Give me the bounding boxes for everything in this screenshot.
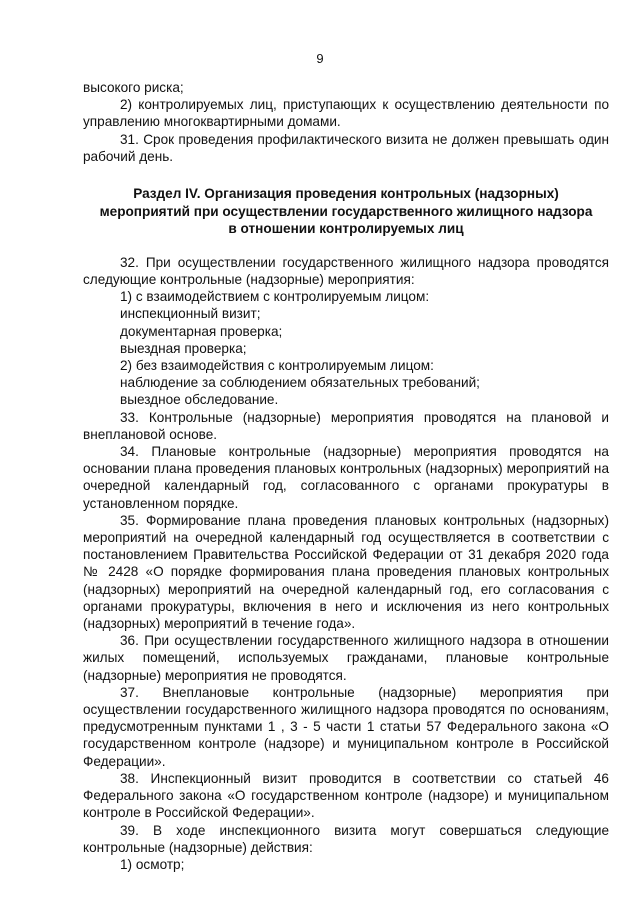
paragraph-risk-end: высокого риска; [83,80,184,95]
list-item: 2) без взаимодействия с контролируемым лицом: [120,358,434,374]
paragraph-38: 38. Инспекционный визит проводится в соответствии со статьей 46 Федерального закона «О государственном контроле (надзоре) и муниципальном контроле в Российской Федерации». [83,770,609,821]
paragraph-37: 37. Внеплановые контрольные (надзорные) мероприятия при осуществлении государственного жилищного надзора проводятся по основаниям, предусмотренным пунктами 1 , 3 - 5 части 1 статьи 57 Федерального закона «О государственном контроле (надзоре) и муниципальном контроле в Российской Федерации». [83,684,609,769]
paragraph-33: 33. Контрольные (надзорные) мероприятия проводятся на плановой и внеплановой основе. [83,409,609,442]
paragraph-36: 36. При осуществлении государственного жилищного надзора в отношении жилых помещений, используемых гражданами, плановые контрольные (надзорные) мероприятия не проводятся. [83,633,609,683]
list-item: наблюдение за соблюдением обязательных требований; [120,375,480,391]
list-item: инспекционный визит; [120,306,261,322]
list-item: 1) с взаимодействием с контролируемым лицом: [120,289,430,305]
list-item: выездная проверка; [120,340,247,356]
paragraph-item-2: 2) контролируемых лиц, приступающих к осуществлению деятельности по управлению многоквартирными домами. [83,97,609,130]
list-item: документарная проверка; [120,323,283,339]
page-number: 9 [316,51,324,66]
section-heading-line: мероприятий при осуществлении государственного жилищного надзора [99,203,593,219]
paragraph-35: 35. Формирование плана проведения плановых контрольных (надзорных) мероприятий на очередной календарный год осуществляется в соответствии с постановлением Правительства Российской Федерации от 31 декабря 2020 года № 2428 «О порядке формирования плана проведения плановых контрольных (надзорных) мероприятий на очередной календарный год, его согласования с органами прокуратуры, включения в него и исключения из него контрольных (надзорных) мероприятий в течение года». [83,512,609,632]
section-heading [83,185,609,238]
paragraph-31: 31. Срок проведения профилактического визита не должен превышать один рабочий день. [83,131,609,164]
paragraph-34: 34. Плановые контрольные (надзорные) мероприятия проводятся на основании плана проведения плановых контрольных (надзорных) мероприятий на очередной календарный год, согласованного с органами прокуратуры в установленном порядке. [83,444,609,511]
document-body [83,79,609,873]
section-heading-line: Раздел IV. Организация проведения контрольных (надзорных) [133,186,559,202]
list-item: выездное обследование. [120,392,279,408]
paragraph-32: 32. При осуществлении государственного жилищного надзора проводятся следующие контрольные (надзорные) мероприятия: [83,254,609,287]
section-heading-line: в отношении контролируемых лиц [228,221,464,237]
list-item: 1) осмотр; [120,856,185,872]
paragraph-39: 39. В ходе инспекционного визита могут совершаться следующие контрольные (надзорные) действия: [83,822,609,855]
